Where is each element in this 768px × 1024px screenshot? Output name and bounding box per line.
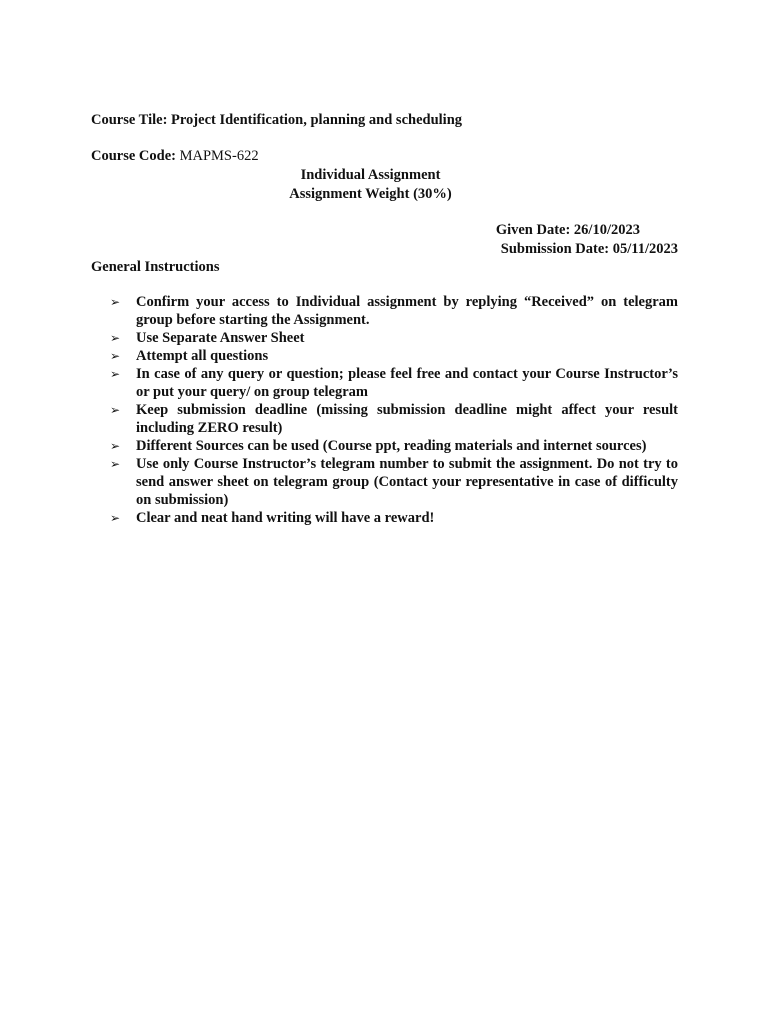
list-item-text: Keep submission deadline (missing submission deadline might affect your result including ZERO result) <box>136 402 678 436</box>
course-code <box>91 147 259 165</box>
list-item <box>110 347 678 365</box>
given-date: Given Date: 26/10/2023 <box>495 222 640 238</box>
list-item <box>110 455 678 509</box>
list-item <box>110 365 678 401</box>
course-title <box>91 111 462 129</box>
arrow-bullet-icon: ➢ <box>110 331 121 345</box>
assignment-weight: Assignment Weight (30%) <box>289 186 452 202</box>
course-code-value: MAPMS-622 <box>179 148 259 164</box>
general-instructions-heading: General Instructions <box>91 259 220 275</box>
list-item <box>110 293 678 329</box>
arrow-bullet-icon: ➢ <box>110 403 121 417</box>
list-item <box>110 329 678 347</box>
list-item-text: Confirm your access to Individual assignment by replying “Received” on telegram group before starting the Assignment. <box>136 294 678 328</box>
instructions-list <box>110 293 678 527</box>
list-item-text: Attempt all questions <box>136 348 269 364</box>
list-item-text: In case of any query or question; please feel free and contact your Course Instructor’s or put your query/ on group telegram <box>136 366 678 400</box>
arrow-bullet-icon: ➢ <box>110 367 121 381</box>
list-item <box>110 437 678 455</box>
list-item <box>110 509 678 527</box>
arrow-bullet-icon: ➢ <box>110 439 121 453</box>
list-item <box>110 401 678 437</box>
list-item-text: Clear and neat hand writing will have a reward! <box>136 510 435 526</box>
list-item-text: Use Separate Answer Sheet <box>136 330 305 346</box>
course-title-value: Project Identification, planning and scheduling <box>171 112 463 128</box>
arrow-bullet-icon: ➢ <box>110 349 121 363</box>
list-item-text: Use only Course Instructor’s telegram number to submit the assignment. Do not try to send answer sheet on telegram group (Contact your representative in case of difficulty on submission) <box>136 456 678 508</box>
arrow-bullet-icon: ➢ <box>110 295 121 309</box>
course-code-label: Course Code: <box>91 148 176 164</box>
course-title-label: Course Tile: <box>91 112 168 128</box>
assignment-title: Individual Assignment <box>300 167 441 183</box>
arrow-bullet-icon: ➢ <box>110 457 121 471</box>
submission-date: Submission Date: 05/11/2023 <box>500 241 678 257</box>
list-item-text: Different Sources can be used (Course ppt, reading materials and internet sources) <box>136 438 647 454</box>
arrow-bullet-icon: ➢ <box>110 511 121 525</box>
